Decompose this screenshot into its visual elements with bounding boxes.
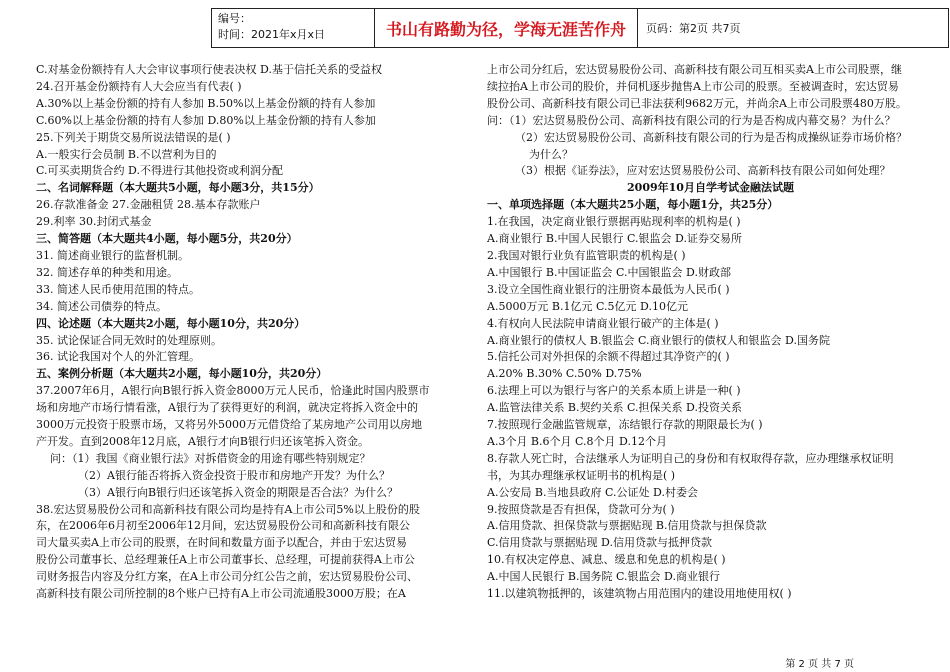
right-column-line: 1.在我国，决定商业银行票据再贴现利率的机构是( ) <box>487 215 741 229</box>
left-column-line: 问：（1）我国《商业银行法》对拆借资金的用途有哪些特别规定？ <box>50 451 371 465</box>
left-column-line: 31. 简述商业银行的监督机制。 <box>36 248 189 262</box>
right-column-line: 6.法理上可以为银行与客户的关系本质上讲是一种( ) <box>487 384 741 398</box>
left-column-line: 东，在2006年6月初至2006年12月间，宏达贸易股份公司和高新科技有限公 <box>36 519 410 533</box>
page-header <box>211 8 949 48</box>
right-column-line: 续拉抬A上市公司的股价，并伺机逐步抛售A上市公司的股票。至被调查时，宏达贸易 <box>487 79 899 93</box>
right-column-line: （2）宏达贸易股份公司、高新科技有限公司的行为是否构成操纵证券市场价格？ <box>515 130 907 144</box>
right-column-line: A.3个月 B.6个月 C.8个月 D.12个月 <box>487 434 667 448</box>
right-column-line: A.公安局 B.当地县政府 C.公证处 D.村委会 <box>487 485 698 499</box>
right-column-line: 书，为其办理继承权证明书的机构是( ) <box>487 468 676 482</box>
right-column-line: C.信用贷款与票据贴现 D.信用贷款与抵押贷款 <box>487 536 712 550</box>
right-column-line: 10.有权决定停息、减息、缓息和免息的机构是( ) <box>487 553 726 567</box>
time-label: 时间：2021年x月x日 <box>218 28 326 41</box>
right-column-line: 5.信托公司对外担保的余额不得超过其净资产的( ) <box>487 350 730 364</box>
header-meta <box>212 9 375 47</box>
left-column-line: 25.下列关于期货交易所说法错误的是( ) <box>36 130 231 144</box>
right-column-line: A.中国银行 B.中国证监会 C.中国银监会 D.财政部 <box>487 265 731 279</box>
left-column-line: 股份公司董事长、总经理兼任A上市公司董事长、总经理，可提前获得A上市公 <box>36 553 415 567</box>
right-column-line: 问：（1）宏达贸易股份公司、高新科技有限公司的行为是否构成内幕交易？为什么？ <box>487 113 896 127</box>
left-column-line: C.可买卖期货合约 D.不得进行其他投资或利润分配 <box>36 164 283 178</box>
left-column-line: 产开发。直到2008年12月底，A银行才向B银行归还该笔拆入资金。 <box>36 434 370 448</box>
left-column-line: 二、名词解释题（本大题共5小题，每小题3分，共15分） <box>36 181 320 195</box>
right-column-line: A.商业银行 B.中国人民银行 C.银监会 D.证券交易所 <box>487 232 742 246</box>
right-column-line: A.信用贷款、担保贷款与票据贴现 B.信用贷款与担保贷款 <box>487 519 767 533</box>
left-column-line: 26.存款准备金 27.金融租赁 28.基本存款账户 <box>36 198 261 212</box>
left-column-line: C.60%以上基金份额的持有人参加 D.80%以上基金份额的持有人参加 <box>36 113 376 127</box>
page-footer: 第 2 页 共 7 页 <box>785 659 854 670</box>
left-column-line: 24.召开基金份额持有人大会应当有代表( ) <box>36 79 242 93</box>
left-column-line: 37.2007年6月，A银行向B银行拆入资金8000万元人民币，恰逢此时国内股票市 <box>36 384 430 398</box>
right-column-line: 8.存款人死亡时，合法继承人为证明自己的身份和有权取得存款，应办理继承权证明 <box>487 451 894 465</box>
left-column-line: 高新科技有限公司所控制的8个账户已持有A上市公司流通股3000万股；在A <box>36 587 406 601</box>
right-column-line: 4.有权向人民法院申请商业银行破产的主体是( ) <box>487 316 719 330</box>
left-column-line: 五、案例分析题（本大题共2小题，每小题10分，共20分） <box>36 367 328 381</box>
right-column-line: 一、单项选择题（本大题共25小题，每小题1分，共25分） <box>487 198 779 212</box>
right-column-line: 股份公司、高新科技有限公司已非法获利9682万元，并尚余A上市公司股票480万股。 <box>487 96 907 110</box>
left-column-line: 司大量买卖A上市公司的股票，在时间和数量方面予以配合，并由于宏达贸易 <box>36 536 407 550</box>
number-label: 编号： <box>218 12 251 25</box>
right-column-line: A.5000万元 B.1亿元 C.5亿元 D.10亿元 <box>487 299 688 313</box>
left-column-line: 34. 简述公司债券的特点。 <box>36 299 167 313</box>
left-column-line: 三、简答题（本大题共4小题，每小题5分，共20分） <box>36 232 298 246</box>
left-column-line: 司财务报告内容及分红方案，在A上市公司分红公告之前，宏达贸易股份公司、 <box>36 570 418 584</box>
left-column-line: 36. 试论我国对个人的外汇管理。 <box>36 350 200 364</box>
right-column-line: A.监管法律关系 B.契约关系 C.担保关系 D.投资关系 <box>487 401 742 415</box>
right-column-line: 11.以建筑物抵押的，该建筑物占用范围内的建设用地使用权( ) <box>487 587 792 601</box>
right-column-line: A.中国人民银行 B.国务院 C.银监会 D.商业银行 <box>487 570 720 584</box>
left-column-line: 场和房地产市场行情看涨，A银行为了获得更好的利润，就决定将拆入资金中的 <box>36 401 418 415</box>
left-column-line: A.一般实行会员制 B.不以营利为目的 <box>36 147 217 161</box>
right-column-line: 7.按照现行金融监管规章，冻结银行存款的期限最长为( ) <box>487 418 763 432</box>
left-column-line: 35. 试论保证合同无效时的处理原则。 <box>36 333 222 347</box>
left-column-line: 四、论述题（本大题共2小题，每小题10分，共20分） <box>36 316 306 330</box>
right-column-line: 为什么？ <box>529 147 573 161</box>
right-column-line: 2009年10月自学考试金融法试题 <box>627 181 794 195</box>
right-column-line: A.商业银行的债权人 B.银监会 C.商业银行的债权人和银监会 D.国务院 <box>487 333 830 347</box>
right-column-line: 2.我国对银行业负有监管职责的机构是( ) <box>487 248 686 262</box>
left-column-line: C.对基金份额持有人大会审议事项行使表决权 D.基于信托关系的受益权 <box>36 63 382 76</box>
left-column <box>36 62 471 603</box>
right-column-line: （3）根据《证券法》，应对宏达贸易股份公司、高新科技有限公司如何处理？ <box>515 164 891 178</box>
right-column-line: 3.设立全国性商业银行的注册资本最低为人民币( ) <box>487 282 730 296</box>
left-column-line: A.30%以上基金份额的持有人参加 B.50%以上基金份额的持有人参加 <box>36 96 376 110</box>
header-motto: 书山有路勤为径，学海无涯苦作舟 <box>375 9 638 47</box>
right-column-line: 9.按照贷款是否有担保，贷款可分为( ) <box>487 502 675 516</box>
left-column-line: 3000万元投资于股票市场，又将另外5000万元借贷给了某房地产公司用以房地 <box>36 418 422 432</box>
right-column <box>487 62 934 603</box>
left-column-line: 33. 简述人民币使用范围的特点。 <box>36 282 200 296</box>
left-column-line: 38.宏达贸易股份公司和高新科技有限公司均是持有A上市公司5%以上股份的股 <box>36 502 420 516</box>
left-column-line: 32. 简述存单的种类和用途。 <box>36 265 178 279</box>
right-column-line: A.20% B.30% C.50% D.75% <box>487 367 642 381</box>
right-column-line: 上市公司分红后，宏达贸易股份公司、高新科技有限公司互相买卖A上市公司股票，继 <box>487 63 902 76</box>
left-column-line: 29.利率 30.封闭式基金 <box>36 215 152 229</box>
header-page-label: 页码：第2页 共7页 <box>646 22 741 35</box>
left-column-line: （3）A银行向B银行归还该笔拆入资金的期限是否合法？为什么？ <box>78 485 399 499</box>
left-column-line: （2）A银行能否将拆入资金投资于股市和房地产开发？为什么？ <box>78 468 390 482</box>
